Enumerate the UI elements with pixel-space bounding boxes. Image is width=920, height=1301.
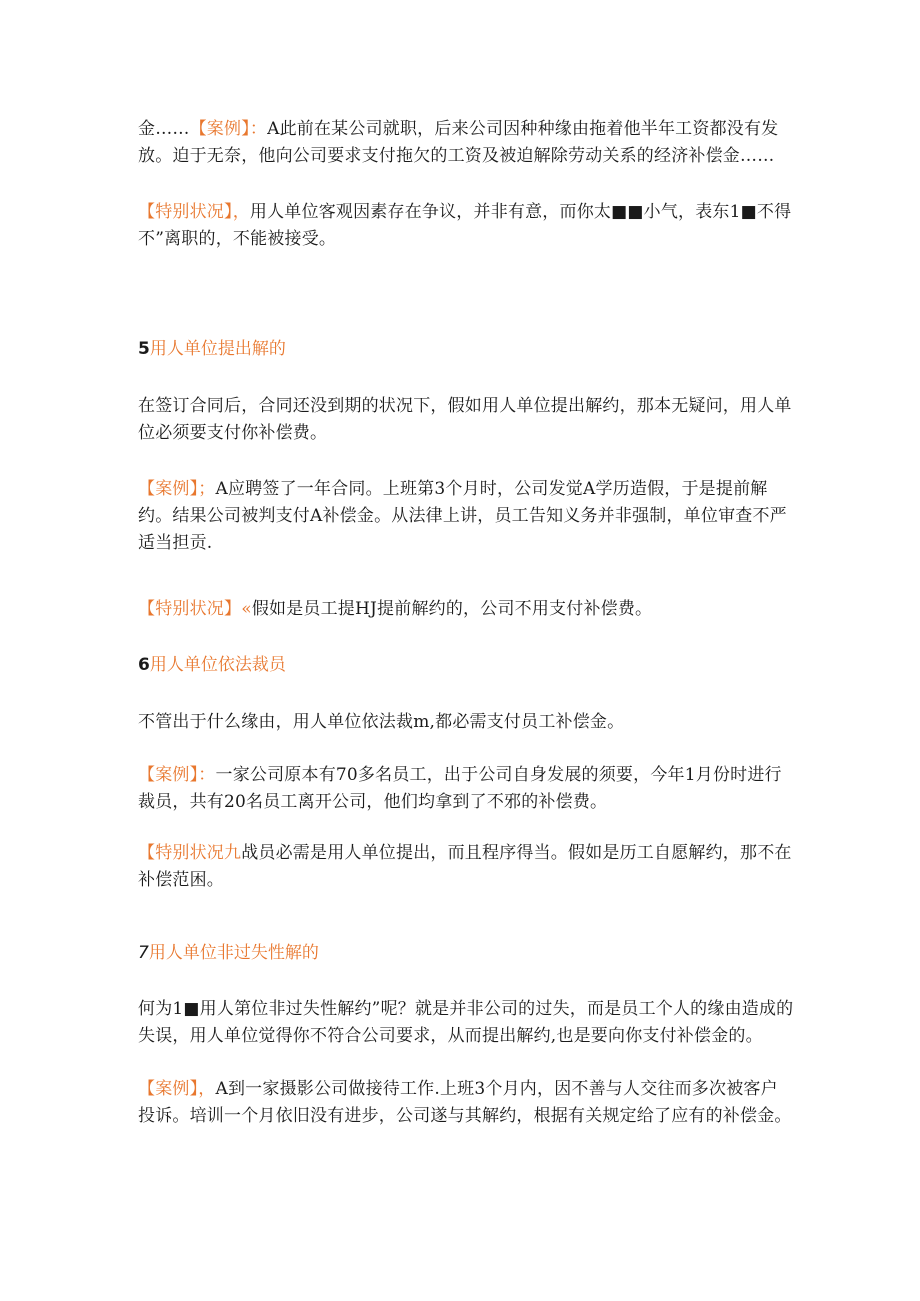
text-fragment: A此前在某公司就职，后来公司因种种缘由拖着他半年工资都没有发 <box>267 119 779 139</box>
text-fragment: 用人单位客观因素存在争议，并非有意，而你太■■小气，表东1■不得 <box>249 202 792 222</box>
text-line: 补偿范困。 <box>138 870 224 890</box>
section-title: 用人单位依法裁员 <box>149 655 286 675</box>
text-fragment: 金…… <box>138 119 190 139</box>
text-fragment: 假如是员工提HJ提前解约的，公司不用支付补偿费。 <box>251 599 653 619</box>
body-paragraph-1 <box>138 393 792 447</box>
section-heading-6 <box>138 652 286 679</box>
section-title: 用人单位提出解的 <box>149 339 286 359</box>
case-paragraph-2 <box>138 476 788 557</box>
text-line: 何为1■用人第位非过失性解约”呢？就是并非公司的过失，而是员工个人的缘由造成的 <box>138 999 794 1019</box>
text-line: 投诉。培训一个月依旧没有进步，公司遂与其解约，根据有关规定给了应有的补偿金。 <box>138 1106 792 1126</box>
section-title: 用人单位非过失性解的 <box>148 943 319 963</box>
section-number: 7 <box>138 943 149 963</box>
case-paragraph-4 <box>138 1076 792 1130</box>
special-case-tag: 【特别状况九 <box>138 843 242 863</box>
section-heading-7 <box>138 940 319 967</box>
body-paragraph-2 <box>138 709 788 736</box>
text-line: 放。迫于无奈，他向公司要求支付拖欠的工资及被迫解除劳动关系的经济补偿金…… <box>138 146 775 166</box>
case-paragraph-3 <box>138 762 788 816</box>
text-line: 失误，用人单位觉得你不符合公司要求，从而提出解约,也是要向你支付补偿金的。 <box>138 1026 763 1046</box>
case-tag: 【案例】： <box>189 119 268 139</box>
case-tag: 【案例】； <box>138 479 216 499</box>
special-case-tag: 【特别状况】， <box>138 202 250 222</box>
section-number: 5 <box>138 339 150 359</box>
special-case-paragraph-2 <box>138 596 788 623</box>
text-fragment: A到一家摄影公司做接待工作.上班3个月内，因不善与人交往而多次被客户 <box>215 1079 778 1099</box>
case-tag: 【案例】： <box>138 765 216 785</box>
body-paragraph-3 <box>138 996 794 1050</box>
text-fragment: A应聘签了一年合同。上班第3个月时，公司发觉A学历造假，于是提前解 <box>215 479 768 499</box>
text-line: 在签订合同后，合同还没到期的状况下，假如用人单位提出解约，那本无疑问，用人单 <box>138 396 792 416</box>
text-line: 不”离职的，不能被接受。 <box>138 229 337 249</box>
text-line: 不管出于什么缘由，用人单位依法裁m,都必需支付员工补偿金。 <box>138 712 625 732</box>
special-case-paragraph-3 <box>138 840 792 894</box>
case-tag: 【案例】， <box>138 1079 216 1099</box>
special-case-paragraph-1 <box>138 199 792 253</box>
case-paragraph-1 <box>138 116 788 170</box>
text-fragment: 一家公司原本有70多名员工，出于公司自身发展的须要，今年1月份时进行 <box>215 765 782 785</box>
text-fragment: 战员必需是用人单位提出，而且程序得当。假如是历工自愿解约，那不在 <box>241 843 792 863</box>
section-heading-5 <box>138 336 286 363</box>
text-line: 裁员，共有20名员工离开公司，他们均拿到了不邪的补偿费。 <box>138 792 608 812</box>
text-line: 约。结果公司被判支付A补偿金。从法律上讲，员工告知义务并非强制，单位审查不严 <box>138 506 787 526</box>
text-line: 位必须要支付你补偿费。 <box>138 423 328 443</box>
special-case-tag: 【特别状况】« <box>138 599 252 619</box>
section-number: 6 <box>138 655 150 675</box>
text-line: 适当担贡. <box>138 533 213 553</box>
